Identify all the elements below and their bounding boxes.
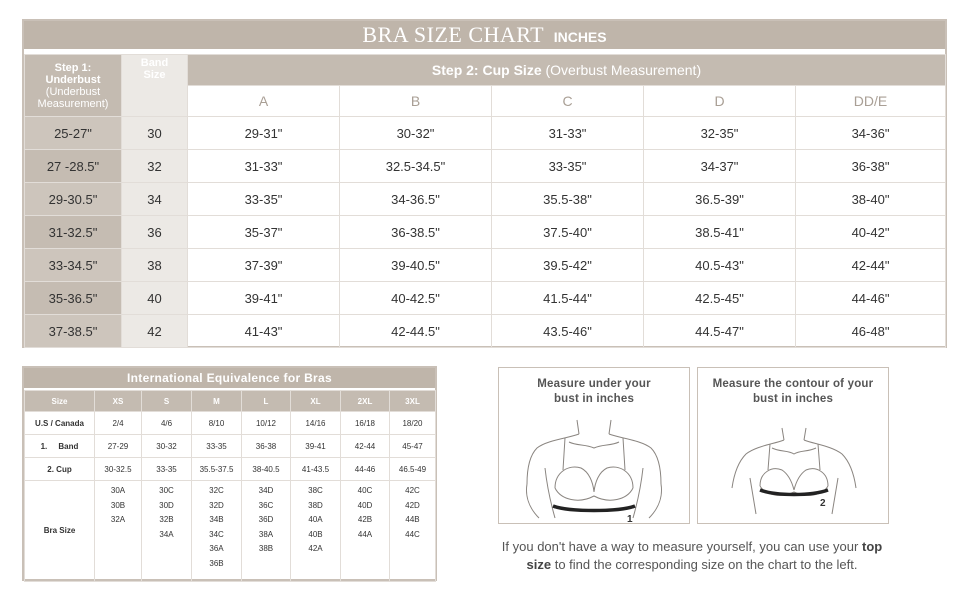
cup-cell: 41-43" [188,315,340,348]
bra-size-value: 32B [159,515,174,524]
step1-label: Step 1: [54,61,92,74]
step2-header [188,55,946,86]
measure-contour-box [697,367,889,524]
cup-cell: 39-40.5" [340,249,492,282]
size-3xl: 3XL [390,391,436,412]
intl-title: International Equivalence for Bras [24,368,435,390]
step2-desc: (Overbust Measurement) [545,62,702,78]
size-m: M [192,391,242,412]
cup-label: 2. Cup [25,458,95,481]
table-cell: 45-47 [390,435,436,458]
table-row [25,458,436,481]
size-xs: XS [95,391,142,412]
table-cell: 46.5-49 [390,458,436,481]
size-2xl: 2XL [341,391,390,412]
underbust-cell: 29-30.5" [25,183,122,216]
measure-number-1: 1 [627,514,633,522]
cup-cell: 34-37" [644,150,796,183]
bra-size-label: Bra Size [25,481,95,582]
bra-size-value: 38D [308,500,323,510]
bra-size-value: 30B [110,500,126,510]
cup-cell: 31-33" [492,117,644,150]
underbust-cell: 37-38.5" [25,315,122,348]
table-row [25,412,436,435]
cup-cell: 36-38" [796,150,946,183]
step1-desc: (Underbust Measurement) [37,85,109,110]
size-header: Size [25,391,95,412]
size-table [24,54,946,348]
bra-size-value: 38B [258,544,274,553]
band-size-header [122,55,188,117]
table-cell: 42-44 [341,435,390,458]
cup-cell: 41.5-44" [492,282,644,315]
bra-size-value: 34C [209,529,224,539]
bra-size-value: 40D [357,500,373,510]
measure-contour-title: Measure the contour of your bust in inches [712,378,874,405]
table-cell: 36-38 [242,435,291,458]
chart-unit: INCHES [553,29,607,45]
size-s: S [142,391,192,412]
cup-header-dde: DD/E [796,86,946,117]
cup-cell: 37-39" [188,249,340,282]
table-cell: 35.5-37.5 [192,458,242,481]
bra-size-value: 36A [209,544,224,553]
table-cell: 18/20 [390,412,436,435]
table-cell: 33-35 [192,435,242,458]
cup-cell: 38-40" [796,183,946,216]
bra-size-cell [192,481,242,582]
underbust-illustration [499,408,689,522]
bra-size-value: 42D [405,500,420,510]
bra-size-value: 32A [110,515,126,524]
table-cell: 8/10 [192,412,242,435]
bra-size-value: 32D [209,500,224,510]
bra-size-value: 42B [357,515,373,524]
international-equivalence [22,366,437,581]
cup-cell: 33-35" [492,150,644,183]
table-row [25,183,946,216]
band-cell: 42 [122,315,188,348]
cup-cell: 44-46" [796,282,946,315]
step1-name: Underbust [45,73,101,86]
table-cell: 38-40.5 [242,458,291,481]
cup-header-a: A [188,86,340,117]
table-row [25,481,436,582]
step1-header [25,55,122,117]
cup-cell: 32.5-34.5" [340,150,492,183]
bra-size-value: 34B [209,515,224,524]
cup-cell: 36-38.5" [340,216,492,249]
table-row [25,249,946,282]
cup-cell: 34-36" [796,117,946,150]
bra-size-cell [390,481,436,582]
chart-title-text: BRA SIZE CHART [362,22,544,47]
table-cell: 4/6 [142,412,192,435]
bra-size-value: 34D [258,486,274,495]
bra-size-value: 38A [258,529,274,539]
bra-size-cell [242,481,291,582]
cup-cell: 29-31" [188,117,340,150]
table-row [25,315,946,348]
note-text: If you don't have a way to measure yourself, you can use your [501,539,859,554]
bra-size-value: 44B [405,515,420,524]
size-l: L [242,391,291,412]
table-cell: 44-46 [341,458,390,481]
band-cell: 30 [122,117,188,150]
bra-size-cell [341,481,390,582]
table-row [25,117,946,150]
intl-header-row [25,391,436,412]
cup-cell: 32-35" [644,117,796,150]
underbust-cell: 25-27" [25,117,122,150]
cup-cell: 31-33" [188,150,340,183]
cup-cell: 34-36.5" [340,183,492,216]
band-cell: 40 [122,282,188,315]
cup-cell: 37.5-40" [492,216,644,249]
cup-cell: 35-37" [188,216,340,249]
cup-cell: 43.5-46" [492,315,644,348]
bra-size-value: 30C [159,486,174,495]
cup-cell: 40.5-43" [644,249,796,282]
table-row [25,150,946,183]
chart-title [24,21,945,54]
bra-size-value: 32C [209,486,224,495]
band-size-label: Band Size [140,57,169,81]
bra-size-value: 42C [405,486,420,495]
underbust-cell: 35-36.5" [25,282,122,315]
bra-size-value: 40A [308,515,323,524]
band-label: 1. Band [25,435,95,458]
bra-size-value: 42A [308,544,323,553]
underbust-cell: 31-32.5" [25,216,122,249]
cup-header-d: D [644,86,796,117]
cup-cell: 42.5-45" [644,282,796,315]
table-cell: 14/16 [291,412,341,435]
cup-cell: 44.5-47" [644,315,796,348]
table-cell: 41-43.5 [291,458,341,481]
bra-size-value: 38C [308,486,323,495]
table-cell: 30-32.5 [95,458,142,481]
bra-size-value: 36B [209,558,224,568]
table-cell: 27-29 [95,435,142,458]
bra-size-value: 36C [258,500,274,510]
cup-cell: 33-35" [188,183,340,216]
cup-cell: 42-44" [796,249,946,282]
measurement-note [493,538,891,574]
measure-number-2: 2 [820,498,826,509]
cup-cell: 46-48" [796,315,946,348]
bra-size-value: 30D [159,500,174,510]
table-cell: 2/4 [95,412,142,435]
bra-size-value: 36D [258,515,274,524]
cup-cell: 39.5-42" [492,249,644,282]
cup-cell: 40-42.5" [340,282,492,315]
step2-label: Step 2: Cup Size [431,62,542,78]
note-text-end: to find the corresponding size on the chart to the left. [554,557,858,572]
bra-size-value: 40C [357,486,373,495]
contour-illustration [698,408,888,522]
note-top-size: top size [526,539,883,572]
table-cell: 39-41 [291,435,341,458]
cup-cell: 35.5-38" [492,183,644,216]
us-canada-label: U.S / Canada [25,412,95,435]
band-cell: 36 [122,216,188,249]
cup-cell: 36.5-39" [644,183,796,216]
table-cell: 10/12 [242,412,291,435]
measure-underbust-box [498,367,690,524]
cup-cell: 38.5-41" [644,216,796,249]
bra-size-value: 44A [357,529,373,539]
size-xl: XL [291,391,341,412]
band-cell: 38 [122,249,188,282]
table-row [25,435,436,458]
bra-size-value: 30A [110,486,126,495]
cup-header-b: B [340,86,492,117]
cup-header-c: C [492,86,644,117]
bra-size-cell [291,481,341,582]
bra-size-value: 44C [405,529,420,539]
cup-cell: 30-32" [340,117,492,150]
measure-underbust-title: Measure under your bust in inches [537,378,651,405]
band-cell: 32 [122,150,188,183]
table-cell: 30-32 [142,435,192,458]
bra-size-cell [142,481,192,582]
cup-cell: 39-41" [188,282,340,315]
cup-cell: 40-42" [796,216,946,249]
band-cell: 34 [122,183,188,216]
bra-size-cell [95,481,142,582]
cup-cell: 42-44.5" [340,315,492,348]
intl-table [24,390,436,582]
bra-size-chart [22,19,947,348]
table-cell: 16/18 [341,412,390,435]
bra-size-value: 40B [308,529,323,539]
table-row [25,282,946,315]
table-cell: 33-35 [142,458,192,481]
table-row [25,216,946,249]
underbust-cell: 33-34.5" [25,249,122,282]
bra-size-value: 34A [159,529,174,539]
underbust-cell: 27 -28.5" [25,150,122,183]
